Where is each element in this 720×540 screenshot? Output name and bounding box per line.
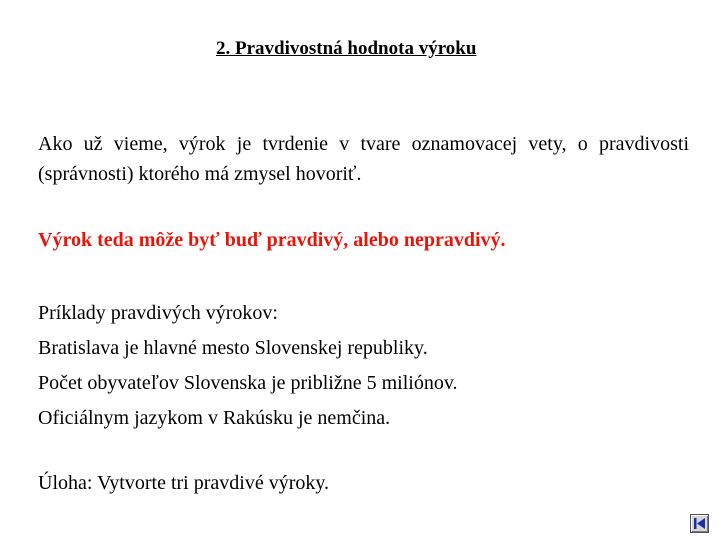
intro-paragraph: Ako už vieme, výrok je tvrdenie v tvare oznamovacej vety, o pravdivosti (správnosti) ktorého má zmysel hovoriť. [38,133,689,185]
example-item: Počet obyvateľov Slovenska je približne 5 miliónov. [38,372,458,394]
examples-heading: Príklady pravdivých výrokov: [38,302,278,324]
slide-title: 2. Pravdivostná hodnota výroku [216,38,477,59]
emphasis-statement: Výrok teda môže byť buď pravdivý, alebo nepravdivý. [38,229,506,251]
example-item: Bratislava je hlavné mesto Slovenskej republiky. [38,337,428,359]
example-item: Oficiálnym jazykom v Rakúsku je nemčina. [38,407,391,429]
task-statement: Úloha: Vytvorte tri pravdivé výroky. [38,472,330,494]
back-nav-button[interactable] [690,514,709,533]
skip-back-icon [691,515,708,532]
examples-list [38,296,689,436]
